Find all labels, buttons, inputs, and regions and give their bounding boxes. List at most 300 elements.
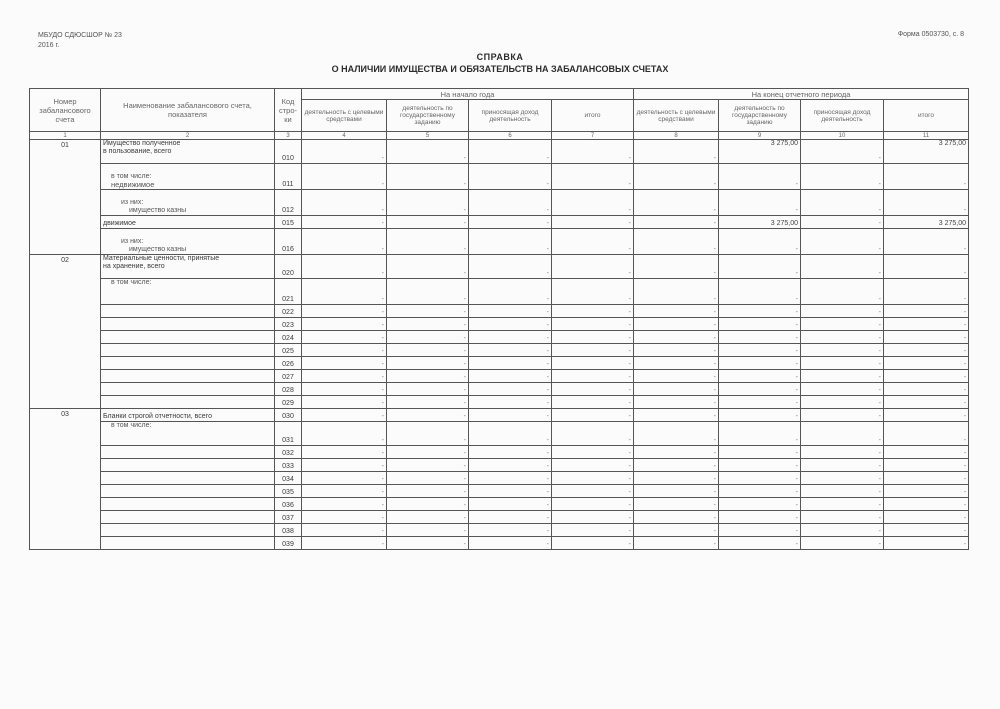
blank-label-cell — [101, 318, 275, 331]
row-label: Имущество полученное в пользование, всего — [101, 140, 275, 164]
value-cell-empty: - — [634, 255, 719, 279]
line-code: 028 — [275, 383, 302, 396]
line-code: 038 — [275, 524, 302, 537]
value-cell-empty: - — [801, 446, 884, 459]
value-cell-empty: - — [387, 524, 469, 537]
value-cell-empty: - — [387, 164, 469, 190]
value-cell-empty: - — [884, 305, 969, 318]
table-row — [30, 422, 969, 446]
value-cell-empty: - — [884, 459, 969, 472]
value-cell-empty: - — [469, 305, 552, 318]
value-cell-empty: - — [552, 370, 634, 383]
value-cell-empty: - — [302, 409, 387, 422]
value-cell-empty: - — [801, 524, 884, 537]
value-cell-empty: - — [469, 498, 552, 511]
value-cell-empty: - — [884, 511, 969, 524]
line-code: 020 — [275, 255, 302, 279]
header-income-start: приносящая доход деятельность — [469, 100, 552, 132]
line-code: 036 — [275, 498, 302, 511]
value-cell-empty: - — [387, 140, 469, 164]
table-row — [30, 409, 969, 422]
value-cell-empty: - — [634, 485, 719, 498]
col-num: 7 — [552, 132, 634, 140]
value-cell-empty: - — [884, 396, 969, 409]
value-cell-empty: - — [469, 383, 552, 396]
col-num: 11 — [884, 132, 969, 140]
value-cell-empty: - — [302, 446, 387, 459]
value-cell-empty: - — [552, 305, 634, 318]
value-cell-empty: - — [302, 164, 387, 190]
value-cell-empty: - — [387, 357, 469, 370]
value-cell-empty: - — [884, 357, 969, 370]
value-cell-empty: - — [634, 383, 719, 396]
table-row — [30, 305, 969, 318]
value-cell-empty: - — [387, 409, 469, 422]
table-row — [30, 446, 969, 459]
value-cell-empty: - — [387, 459, 469, 472]
value-cell-empty: - — [634, 511, 719, 524]
value-cell-empty: - — [387, 331, 469, 344]
value-cell-empty: - — [801, 318, 884, 331]
value-cell-empty: - — [884, 524, 969, 537]
value-cell-empty: - — [801, 472, 884, 485]
header-total-start: итого — [552, 100, 634, 132]
table-row — [30, 318, 969, 331]
value-cell-empty: - — [801, 216, 884, 229]
line-code: 026 — [275, 357, 302, 370]
table-row — [30, 472, 969, 485]
value-cell-empty: - — [387, 318, 469, 331]
line-code: 029 — [275, 396, 302, 409]
report-year: 2016 г. — [38, 42, 60, 49]
value-cell-empty: - — [469, 190, 552, 216]
value-cell-empty: - — [801, 344, 884, 357]
value-cell-empty: - — [801, 164, 884, 190]
table-row — [30, 344, 969, 357]
header-account-number: Номер забалансового счета — [30, 89, 101, 132]
value-cell-empty: - — [634, 279, 719, 305]
value-cell-empty: - — [387, 279, 469, 305]
value-cell-empty: - — [719, 498, 801, 511]
value-cell-empty: - — [469, 446, 552, 459]
value-cell-empty: - — [634, 498, 719, 511]
value-cell-empty: - — [884, 383, 969, 396]
value-cell-empty: - — [719, 459, 801, 472]
value-cell-empty: - — [387, 537, 469, 550]
value-cell-empty: - — [719, 331, 801, 344]
value-cell-empty: - — [634, 537, 719, 550]
value-cell-empty: - — [884, 409, 969, 422]
blank-label-cell — [101, 344, 275, 357]
value-cell-empty: - — [387, 422, 469, 446]
table-row — [30, 331, 969, 344]
value-cell-empty: - — [719, 279, 801, 305]
value-cell-empty: - — [387, 255, 469, 279]
value-cell-empty: - — [884, 485, 969, 498]
value-cell-empty: - — [634, 370, 719, 383]
value-cell-empty: - — [387, 383, 469, 396]
blank-label-cell — [101, 524, 275, 537]
table-row — [30, 537, 969, 550]
organization-name: МБУДО СДЮСШОР № 23 — [38, 32, 122, 39]
blank-label-cell — [101, 331, 275, 344]
header-period-end: На конец отчетного периода — [634, 89, 969, 100]
line-code: 037 — [275, 511, 302, 524]
value-cell-empty: - — [719, 164, 801, 190]
line-code: 033 — [275, 459, 302, 472]
value-cell-empty: - — [884, 279, 969, 305]
value-cell-empty: - — [634, 459, 719, 472]
header-targeted-start: деятельность с целевыми средствами — [302, 100, 387, 132]
value-cell-empty: - — [719, 255, 801, 279]
value-cell-empty: - — [302, 498, 387, 511]
table-row — [30, 279, 969, 305]
col-num: 8 — [634, 132, 719, 140]
value-cell-empty: - — [634, 216, 719, 229]
value-cell-empty: - — [801, 229, 884, 255]
value-cell-empty: - — [884, 422, 969, 446]
value-cell-empty: - — [552, 472, 634, 485]
value-cell-empty: - — [387, 305, 469, 318]
row-label: в том числе: — [101, 422, 275, 446]
line-code: 027 — [275, 370, 302, 383]
value-cell-empty: - — [719, 190, 801, 216]
section-01 — [30, 140, 969, 255]
value-cell-empty: - — [469, 344, 552, 357]
line-code: 022 — [275, 305, 302, 318]
value-cell-empty: - — [302, 357, 387, 370]
line-code: 021 — [275, 279, 302, 305]
table-row — [30, 485, 969, 498]
value-cell-empty: - — [634, 396, 719, 409]
value-cell-empty: - — [302, 305, 387, 318]
value-cell-empty: - — [634, 164, 719, 190]
value-cell-empty: - — [302, 422, 387, 446]
value-cell-empty: - — [552, 511, 634, 524]
value-cell-empty: - — [302, 383, 387, 396]
value-cell-empty: - — [469, 396, 552, 409]
value-cell-empty: - — [634, 318, 719, 331]
value-cell-empty: - — [387, 190, 469, 216]
value-cell-empty: - — [469, 485, 552, 498]
value-cell-empty: - — [469, 537, 552, 550]
value-cell-empty: - — [302, 396, 387, 409]
value-cell-empty: - — [302, 472, 387, 485]
value-cell-empty: - — [469, 279, 552, 305]
value-cell-empty: - — [884, 164, 969, 190]
value-cell-empty: - — [387, 229, 469, 255]
value-cell-empty: - — [719, 383, 801, 396]
value-cell-empty: - — [801, 498, 884, 511]
col-num: 9 — [719, 132, 801, 140]
blank-label-cell — [101, 511, 275, 524]
value-cell-empty: - — [552, 396, 634, 409]
value-cell-empty: - — [801, 140, 884, 164]
value-cell-empty: - — [801, 279, 884, 305]
account-number: 01 — [30, 140, 101, 255]
value-cell-empty: - — [552, 331, 634, 344]
value-cell-empty: - — [552, 164, 634, 190]
value-cell-empty: - — [801, 511, 884, 524]
value-cell-empty: - — [719, 229, 801, 255]
blank-label-cell — [101, 537, 275, 550]
value-cell-empty: - — [884, 537, 969, 550]
value-cell-empty: - — [302, 190, 387, 216]
value-cell-empty: - — [302, 370, 387, 383]
value-cell-empty: - — [634, 331, 719, 344]
value-cell-empty: - — [634, 229, 719, 255]
table-row — [30, 255, 969, 279]
value-cell-empty: - — [719, 344, 801, 357]
value-cell-empty: - — [302, 318, 387, 331]
value-cell-empty: - — [552, 383, 634, 396]
value-cell-empty: - — [302, 255, 387, 279]
blank-label-cell — [101, 459, 275, 472]
value-cell-empty: - — [552, 255, 634, 279]
value-cell-empty: - — [469, 140, 552, 164]
value-cell-empty: - — [801, 422, 884, 446]
value-cell: 3 275,00 — [719, 216, 801, 229]
section-03 — [30, 409, 969, 550]
value-cell-empty: - — [884, 498, 969, 511]
blank-label-cell — [101, 498, 275, 511]
value-cell-empty: - — [302, 279, 387, 305]
value-cell-empty: - — [719, 537, 801, 550]
table-row — [30, 524, 969, 537]
table-row — [30, 140, 969, 164]
value-cell-empty: - — [884, 229, 969, 255]
value-cell-empty: - — [884, 472, 969, 485]
value-cell-empty: - — [469, 511, 552, 524]
value-cell-empty: - — [719, 511, 801, 524]
value-cell-empty: - — [302, 537, 387, 550]
table-row — [30, 164, 969, 190]
value-cell-empty: - — [552, 344, 634, 357]
value-cell-empty: - — [387, 498, 469, 511]
value-cell-empty: - — [634, 409, 719, 422]
value-cell-empty: - — [387, 472, 469, 485]
table-row — [30, 216, 969, 229]
value-cell-empty: - — [302, 459, 387, 472]
value-cell-empty: - — [634, 305, 719, 318]
table-row — [30, 459, 969, 472]
row-label: движимое — [101, 216, 275, 229]
row-label: Бланки строгой отчетности, всего — [101, 409, 275, 422]
value-cell-empty: - — [469, 318, 552, 331]
value-cell-empty: - — [884, 255, 969, 279]
value-cell-empty: - — [469, 164, 552, 190]
value-cell-empty: - — [801, 459, 884, 472]
value-cell-empty: - — [884, 318, 969, 331]
value-cell-empty: - — [387, 511, 469, 524]
account-number: 02 — [30, 255, 101, 409]
col-num: 2 — [101, 132, 275, 140]
table-header — [30, 89, 969, 140]
blank-label-cell — [101, 396, 275, 409]
value-cell-empty: - — [387, 370, 469, 383]
value-cell-empty: - — [302, 511, 387, 524]
value-cell-empty: - — [302, 229, 387, 255]
value-cell-empty: - — [634, 446, 719, 459]
value-cell-empty: - — [884, 344, 969, 357]
value-cell-empty: - — [634, 140, 719, 164]
column-number-row — [30, 132, 969, 140]
line-code: 010 — [275, 140, 302, 164]
value-cell-empty: - — [469, 216, 552, 229]
blank-label-cell — [101, 472, 275, 485]
line-code: 016 — [275, 229, 302, 255]
value-cell-empty: - — [884, 370, 969, 383]
table-row — [30, 229, 969, 255]
value-cell-empty: - — [719, 409, 801, 422]
line-code: 031 — [275, 422, 302, 446]
table-row — [30, 190, 969, 216]
value-cell-empty: - — [801, 370, 884, 383]
table-row — [30, 511, 969, 524]
col-num: 4 — [302, 132, 387, 140]
value-cell-empty: - — [884, 446, 969, 459]
header-period-start: На начало года — [302, 89, 634, 100]
row-label: Материальные ценности, принятые на хранение, всего — [101, 255, 275, 279]
value-cell-empty: - — [801, 409, 884, 422]
section-02 — [30, 255, 969, 409]
value-cell-empty: - — [552, 318, 634, 331]
value-cell-empty: - — [387, 216, 469, 229]
value-cell-empty: - — [884, 331, 969, 344]
value-cell-empty: - — [302, 524, 387, 537]
off-balance-accounts-table — [29, 88, 969, 550]
blank-label-cell — [101, 305, 275, 318]
value-cell-empty: - — [801, 331, 884, 344]
value-cell-empty: - — [552, 190, 634, 216]
value-cell-empty: - — [634, 190, 719, 216]
value-cell-empty: - — [387, 344, 469, 357]
header-total-end: итого — [884, 100, 969, 132]
value-cell-empty: - — [469, 472, 552, 485]
value-cell-empty: - — [552, 279, 634, 305]
value-cell-empty: - — [552, 216, 634, 229]
header-account-name: Наименование забалансового счета, показателя — [101, 89, 275, 132]
value-cell-empty: - — [469, 409, 552, 422]
line-code: 039 — [275, 537, 302, 550]
value-cell-empty: - — [552, 229, 634, 255]
value-cell-empty: - — [469, 331, 552, 344]
row-label: в том числе: недвижимое — [101, 164, 275, 190]
blank-label-cell — [101, 370, 275, 383]
line-code: 034 — [275, 472, 302, 485]
value-cell-empty: - — [801, 537, 884, 550]
value-cell: 3 275,00 — [884, 216, 969, 229]
value-cell-empty: - — [469, 370, 552, 383]
line-code: 023 — [275, 318, 302, 331]
value-cell-empty: - — [302, 216, 387, 229]
value-cell-empty: - — [801, 396, 884, 409]
header-state-task-start: деятельность по государственному заданию — [387, 100, 469, 132]
value-cell-empty: - — [552, 140, 634, 164]
form-reference: Форма 0503730, с. 8 — [897, 31, 964, 38]
value-cell: 3 275,00 — [884, 140, 969, 164]
blank-label-cell — [101, 383, 275, 396]
page-header-left — [38, 31, 122, 51]
col-num: 1 — [30, 132, 101, 140]
value-cell-empty: - — [552, 446, 634, 459]
row-label: в том числе: — [101, 279, 275, 305]
value-cell-empty: - — [302, 485, 387, 498]
value-cell-empty: - — [469, 255, 552, 279]
value-cell-empty: - — [552, 537, 634, 550]
row-label: из них: имущество казны — [101, 190, 275, 216]
account-number: 03 — [30, 409, 101, 550]
value-cell-empty: - — [387, 446, 469, 459]
line-code: 025 — [275, 344, 302, 357]
document-title: СПРАВКА — [476, 52, 524, 62]
value-cell-empty: - — [469, 229, 552, 255]
table-row — [30, 370, 969, 383]
value-cell-empty: - — [719, 305, 801, 318]
value-cell-empty: - — [719, 472, 801, 485]
col-num: 6 — [469, 132, 552, 140]
line-code: 024 — [275, 331, 302, 344]
value-cell-empty: - — [801, 357, 884, 370]
value-cell-empty: - — [302, 331, 387, 344]
value-cell-empty: - — [552, 498, 634, 511]
value-cell-empty: - — [552, 422, 634, 446]
value-cell-empty: - — [801, 485, 884, 498]
header-income-end: приносящая доход деятельность — [801, 100, 884, 132]
blank-label-cell — [101, 485, 275, 498]
value-cell-empty: - — [801, 305, 884, 318]
document-subtitle: О НАЛИЧИИ ИМУЩЕСТВА И ОБЯЗАТЕЛЬСТВ НА ЗАБАЛАНСОВЫХ СЧЕТАХ — [331, 64, 669, 74]
blank-label-cell — [101, 357, 275, 370]
value-cell-empty: - — [634, 357, 719, 370]
line-code: 012 — [275, 190, 302, 216]
value-cell-empty: - — [634, 524, 719, 537]
value-cell-empty: - — [469, 524, 552, 537]
value-cell-empty: - — [302, 344, 387, 357]
value-cell-empty: - — [719, 485, 801, 498]
value-cell-empty: - — [469, 422, 552, 446]
value-cell-empty: - — [552, 524, 634, 537]
value-cell-empty: - — [634, 344, 719, 357]
value-cell-empty: - — [719, 396, 801, 409]
line-code: 011 — [275, 164, 302, 190]
value-cell-empty: - — [719, 422, 801, 446]
table-row — [30, 498, 969, 511]
value-cell-empty: - — [634, 472, 719, 485]
value-cell-empty: - — [719, 524, 801, 537]
col-num: 10 — [801, 132, 884, 140]
value-cell-empty: - — [801, 255, 884, 279]
col-num: 3 — [275, 132, 302, 140]
table-row — [30, 396, 969, 409]
value-cell-empty: - — [552, 357, 634, 370]
header-line-code: Код стро-ки — [275, 89, 302, 132]
value-cell-empty: - — [719, 318, 801, 331]
value-cell-empty: - — [469, 459, 552, 472]
value-cell-empty: - — [634, 422, 719, 446]
value-cell-empty: - — [801, 383, 884, 396]
value-cell-empty: - — [719, 370, 801, 383]
line-code: 032 — [275, 446, 302, 459]
value-cell-empty: - — [552, 485, 634, 498]
table-row — [30, 383, 969, 396]
value-cell-empty: - — [552, 409, 634, 422]
table-row — [30, 357, 969, 370]
col-num: 5 — [387, 132, 469, 140]
blank-label-cell — [101, 446, 275, 459]
value-cell-empty: - — [719, 357, 801, 370]
value-cell-empty: - — [302, 140, 387, 164]
